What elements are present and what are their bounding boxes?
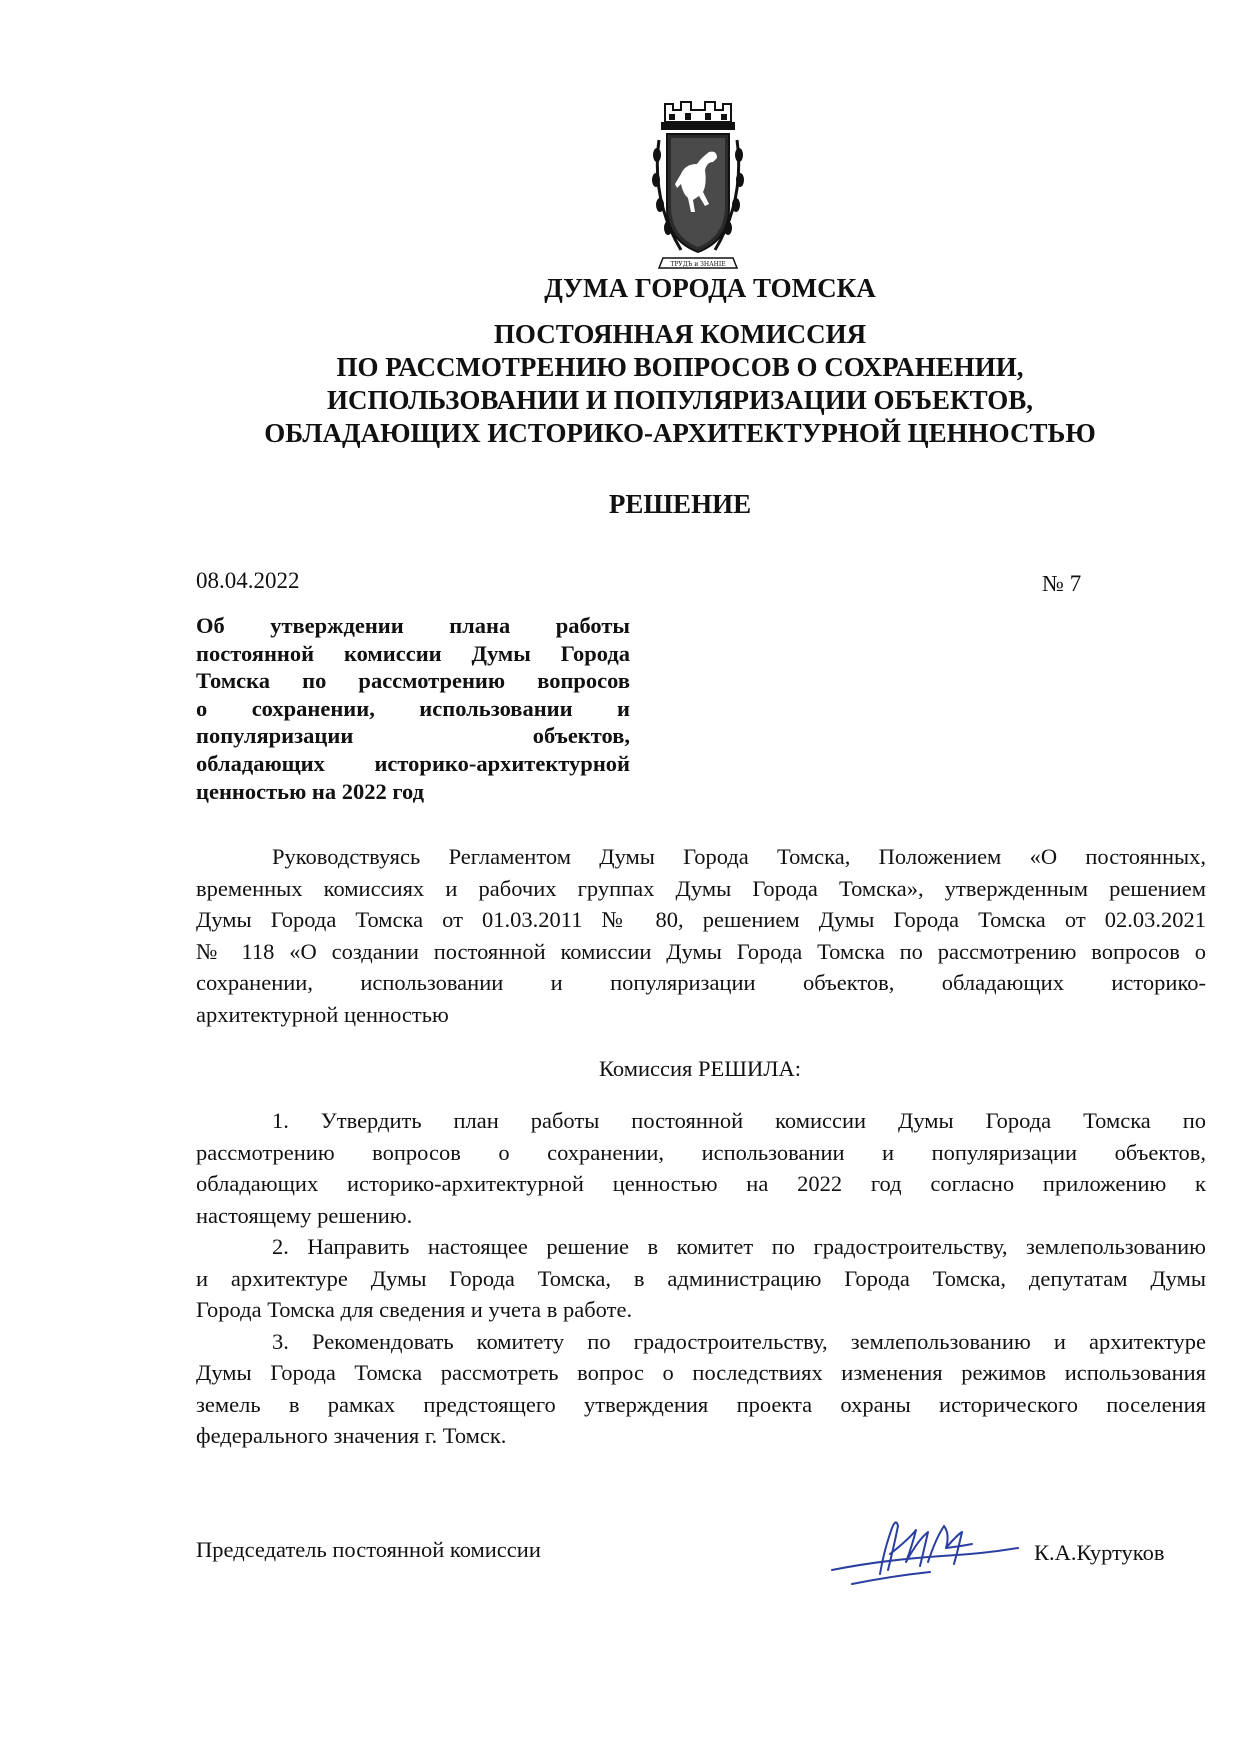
subject-line: постоянной комиссии Думы Города	[196, 640, 630, 666]
resolved-label: Комиссия РЕШИЛА:	[599, 1056, 801, 1081]
tomsk-coat-of-arms-icon	[651, 100, 745, 276]
subject-line: Томска по рассмотрению вопросов	[196, 668, 630, 694]
item-line: 2. Направить настоящее решение в комитет по градостроительству, землепользованию	[272, 1234, 1206, 1259]
item-line: рассмотрению вопросов о сохранении, использовании и популяризации объектов,	[196, 1139, 1206, 1165]
subject-line: ценностью на 2022 год	[196, 778, 424, 804]
item-line: Города Томска для сведения и учета в работе.	[196, 1297, 633, 1322]
preamble-line: № 118 «О создании постоянной комиссии Думы Города Томска по рассмотрению вопросов о	[196, 938, 1206, 964]
commission-title	[60, 318, 1240, 450]
preamble-line: Руководствуясь Регламентом Думы Города Томска, Положением «О постоянных,	[272, 844, 1206, 869]
item-line: настоящему решению.	[196, 1202, 413, 1228]
item-line: Думы Города Томска рассмотреть вопрос о последствиях изменения режимов использования	[196, 1360, 1206, 1385]
commission-title-line: ИСПОЛЬЗОВАНИИ И ПОПУЛЯРИЗАЦИИ ОБЪЕКТОВ,	[326, 385, 1034, 415]
subject-line: о сохранении, использовании и	[196, 695, 630, 721]
item-line: 1. Утвердить план работы постоянной комиссии Думы Города Томска по	[272, 1108, 1206, 1133]
document-number: № 7	[1042, 571, 1082, 596]
item-line: обладающих историко-архитектурной ценностью на 2022 год согласно приложению к	[196, 1171, 1206, 1196]
commission-title-line: ПО РАССМОТРЕНИЮ ВОПРОСОВ О СОХРАНЕНИИ,	[336, 352, 1024, 382]
item-line: и архитектуре Думы Города Томска, в администрацию Города Томска, депутатам Думы	[196, 1265, 1206, 1291]
preamble-line: сохранении, использовании и популяризации объектов, обладающих историко-	[196, 970, 1206, 995]
item-line: 3. Рекомендовать комитету по градостроительству, землепользованию и архитектуре	[272, 1328, 1206, 1354]
signatory-name: К.А.Куртуков	[1034, 1540, 1165, 1565]
organization-title: ДУМА ГОРОДА ТОМСКА	[544, 273, 876, 303]
preamble-line: временных комиссиях и рабочих группах Думы Города Томска», утвержденным решением	[196, 875, 1206, 901]
decision-items	[196, 1105, 1206, 1452]
document-date: 08.04.2022	[196, 568, 300, 593]
item-line: земель в рамках предстоящего утверждения проекта охраны исторического поселения	[196, 1391, 1206, 1417]
subject-line: обладающих историко-архитектурной	[196, 750, 630, 776]
preamble-paragraph	[196, 841, 1206, 1030]
subject-line: популяризации объектов,	[196, 723, 630, 749]
commission-title-line: ОБЛАДАЮЩИХ ИСТОРИКО-АРХИТЕКТУРНОЙ ЦЕННОСТЬЮ	[264, 418, 1096, 448]
commission-title-line: ПОСТОЯННАЯ КОМИССИЯ	[493, 319, 867, 349]
item-line: федерального значения г. Томск.	[196, 1423, 507, 1448]
subject-line: Об утверждении плана работы	[196, 613, 630, 638]
document-type: РЕШЕНИЕ	[608, 489, 752, 519]
preamble-line: архитектурной ценностью	[196, 1001, 449, 1027]
preamble-line: Думы Города Томска от 01.03.2011 № 80, решением Думы Города Томска от 02.03.2021	[196, 907, 1206, 932]
handwritten-signature-icon	[822, 1510, 1022, 1590]
decision-subject	[196, 612, 630, 805]
signatory-title: Председатель постоянной комиссии	[196, 1537, 541, 1562]
emblem-ribbon-text: ТРУДЪ и ЗНАНІЕ	[670, 261, 726, 268]
